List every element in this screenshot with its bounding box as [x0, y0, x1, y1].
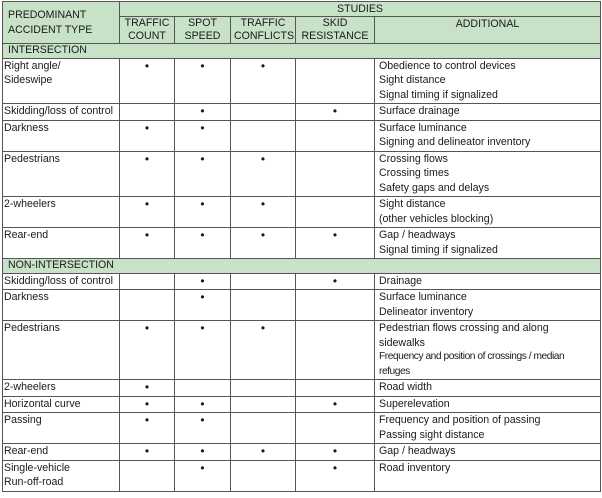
traffic-conflicts-mark: •	[231, 321, 296, 380]
traffic-conflicts-header: TRAFFIC CONFLICTS	[231, 17, 296, 44]
traffic-conflicts-mark	[231, 290, 296, 321]
accident-type-cell: Darkness	[3, 290, 120, 321]
skid-resistance-mark	[296, 151, 375, 197]
additional-cell	[375, 197, 601, 228]
traffic-count-mark: •	[120, 321, 175, 380]
additional-cell	[375, 290, 601, 321]
additional-cell	[375, 460, 601, 491]
additional-cell	[375, 104, 601, 121]
table-row	[3, 321, 601, 380]
table-row	[3, 197, 601, 228]
section-row	[3, 44, 601, 59]
additional-line: Obedience to control devices	[379, 59, 516, 72]
additional-line: Road inventory	[379, 461, 451, 474]
skid-resistance-mark	[296, 120, 375, 151]
section-title: NON-INTERSECTION	[3, 259, 601, 274]
spot-speed-mark: •	[175, 460, 231, 491]
additional-line: Drainage	[379, 274, 422, 287]
traffic-conflicts-mark	[231, 120, 296, 151]
traffic-count-mark: •	[120, 58, 175, 104]
accident-type-cell: Skidding/loss of control	[3, 104, 120, 121]
additional-cell	[375, 58, 601, 104]
accident-type-cell: 2-wheelers	[3, 380, 120, 397]
traffic-count-mark: •	[120, 380, 175, 397]
additional-line: Crossing times	[379, 167, 450, 179]
table-row	[3, 58, 601, 104]
table-row	[3, 104, 601, 121]
traffic-count-mark: •	[120, 228, 175, 259]
table-body	[3, 44, 601, 492]
table-row	[3, 444, 601, 461]
additional-line: Frequency and position of passing	[379, 414, 541, 426]
spot-speed-mark	[175, 380, 231, 397]
spot-speed-mark: •	[175, 396, 231, 413]
additional-line: Gap / headways	[379, 445, 456, 457]
table-row	[3, 290, 601, 321]
skid-resistance-mark: •	[296, 460, 375, 491]
spot-speed-mark: •	[175, 321, 231, 380]
accident-studies-table	[2, 1, 601, 492]
table-row	[3, 460, 601, 491]
spot-speed-mark: •	[175, 151, 231, 197]
traffic-count-mark: •	[120, 151, 175, 197]
traffic-count-header: TRAFFIC COUNT	[120, 17, 175, 44]
accident-type-cell: 2-wheelers	[3, 197, 120, 228]
traffic-count-mark: •	[120, 120, 175, 151]
traffic-count-mark: •	[120, 413, 175, 444]
accident-type-cell: Single-vehicle Run-off-road	[3, 460, 120, 491]
traffic-conflicts-mark	[231, 104, 296, 121]
traffic-conflicts-mark	[231, 380, 296, 397]
spot-speed-mark: •	[175, 290, 231, 321]
traffic-count-mark: •	[120, 396, 175, 413]
accident-type-cell: Rear-end	[3, 228, 120, 259]
skid-resistance-mark	[296, 413, 375, 444]
table-header	[3, 2, 601, 44]
traffic-count-mark	[120, 273, 175, 290]
additional-line: Surface drainage	[379, 105, 460, 117]
additional-cell	[375, 151, 601, 197]
additional-cell	[375, 396, 601, 413]
accident-type-cell: Darkness	[3, 120, 120, 151]
studies-header: STUDIES	[120, 2, 601, 17]
accident-type-cell: Horizontal curve	[3, 396, 120, 413]
additional-line: Delineator inventory	[379, 305, 474, 318]
spot-speed-mark: •	[175, 273, 231, 290]
accident-type-cell: Skidding/loss of control	[3, 273, 120, 290]
traffic-conflicts-mark	[231, 396, 296, 413]
additional-line: Signal timing if signalized	[379, 88, 498, 101]
additional-line: (other vehicles blocking)	[379, 212, 494, 225]
additional-line: Sight distance	[379, 74, 446, 86]
section-row	[3, 259, 601, 274]
traffic-conflicts-mark	[231, 413, 296, 444]
additional-line: Signing and delineator inventory	[379, 136, 531, 148]
traffic-conflicts-mark	[231, 460, 296, 491]
additional-cell	[375, 444, 601, 461]
traffic-count-mark	[120, 104, 175, 121]
table-row	[3, 120, 601, 151]
table-row	[3, 380, 601, 397]
spot-speed-mark: •	[175, 444, 231, 461]
traffic-count-mark	[120, 290, 175, 321]
skid-resistance-mark	[296, 58, 375, 104]
additional-line: Superelevation	[379, 397, 450, 410]
spot-speed-mark: •	[175, 104, 231, 121]
spot-speed-mark: •	[175, 228, 231, 259]
additional-line: Sight distance	[379, 198, 446, 210]
traffic-count-mark: •	[120, 197, 175, 228]
skid-resistance-mark	[296, 321, 375, 380]
additional-cell	[375, 321, 601, 380]
accident-type-cell: Pedestrians	[3, 151, 120, 197]
additional-line: Road width	[379, 381, 432, 393]
additional-cell	[375, 413, 601, 444]
spot-speed-mark: •	[175, 413, 231, 444]
traffic-conflicts-mark: •	[231, 197, 296, 228]
table-row	[3, 228, 601, 259]
additional-header: ADDITIONAL	[375, 17, 601, 44]
spot-speed-header: SPOT SPEED	[175, 17, 231, 44]
additional-cell	[375, 120, 601, 151]
traffic-conflicts-mark: •	[231, 151, 296, 197]
additional-line: Signal timing if signalized	[379, 243, 498, 256]
skid-resistance-mark	[296, 380, 375, 397]
traffic-conflicts-mark	[231, 273, 296, 290]
traffic-conflicts-mark: •	[231, 228, 296, 259]
additional-line: Passing sight distance	[379, 428, 485, 441]
table-row	[3, 151, 601, 197]
traffic-count-mark: •	[120, 444, 175, 461]
accident-type-cell: Right angle/ Sideswipe	[3, 58, 120, 104]
spot-speed-mark: •	[175, 120, 231, 151]
table-row	[3, 273, 601, 290]
section-title: INTERSECTION	[3, 44, 601, 59]
additional-line: Gap / headways	[379, 229, 456, 241]
additional-line: Surface luminance	[379, 291, 467, 303]
additional-line: Pedestrian flows crossing and along sidewalks	[379, 322, 549, 349]
skid-resistance-mark: •	[296, 444, 375, 461]
accident-type-header: PREDOMINANT ACCIDENT TYPE	[3, 2, 120, 44]
accident-type-cell: Passing	[3, 413, 120, 444]
table-row	[3, 396, 601, 413]
additional-cell	[375, 380, 601, 397]
additional-line: Frequency and position of crossings / median refuges	[379, 351, 565, 377]
additional-line: Crossing flows	[379, 152, 448, 165]
additional-cell	[375, 228, 601, 259]
skid-resistance-mark: •	[296, 273, 375, 290]
spot-speed-mark: •	[175, 58, 231, 104]
traffic-count-mark	[120, 460, 175, 491]
skid-resistance-mark: •	[296, 104, 375, 121]
spot-speed-mark: •	[175, 197, 231, 228]
traffic-conflicts-mark: •	[231, 58, 296, 104]
additional-line: Safety gaps and delays	[379, 181, 490, 194]
accident-type-cell: Rear-end	[3, 444, 120, 461]
skid-resistance-mark	[296, 290, 375, 321]
skid-resistance-mark: •	[296, 228, 375, 259]
additional-line: Surface luminance	[379, 121, 467, 134]
additional-cell	[375, 273, 601, 290]
skid-resistance-header: SKID RESISTANCE	[296, 17, 375, 44]
traffic-conflicts-mark: •	[231, 444, 296, 461]
accident-type-cell: Pedestrians	[3, 321, 120, 380]
skid-resistance-mark	[296, 197, 375, 228]
skid-resistance-mark: •	[296, 396, 375, 413]
table-row	[3, 413, 601, 444]
